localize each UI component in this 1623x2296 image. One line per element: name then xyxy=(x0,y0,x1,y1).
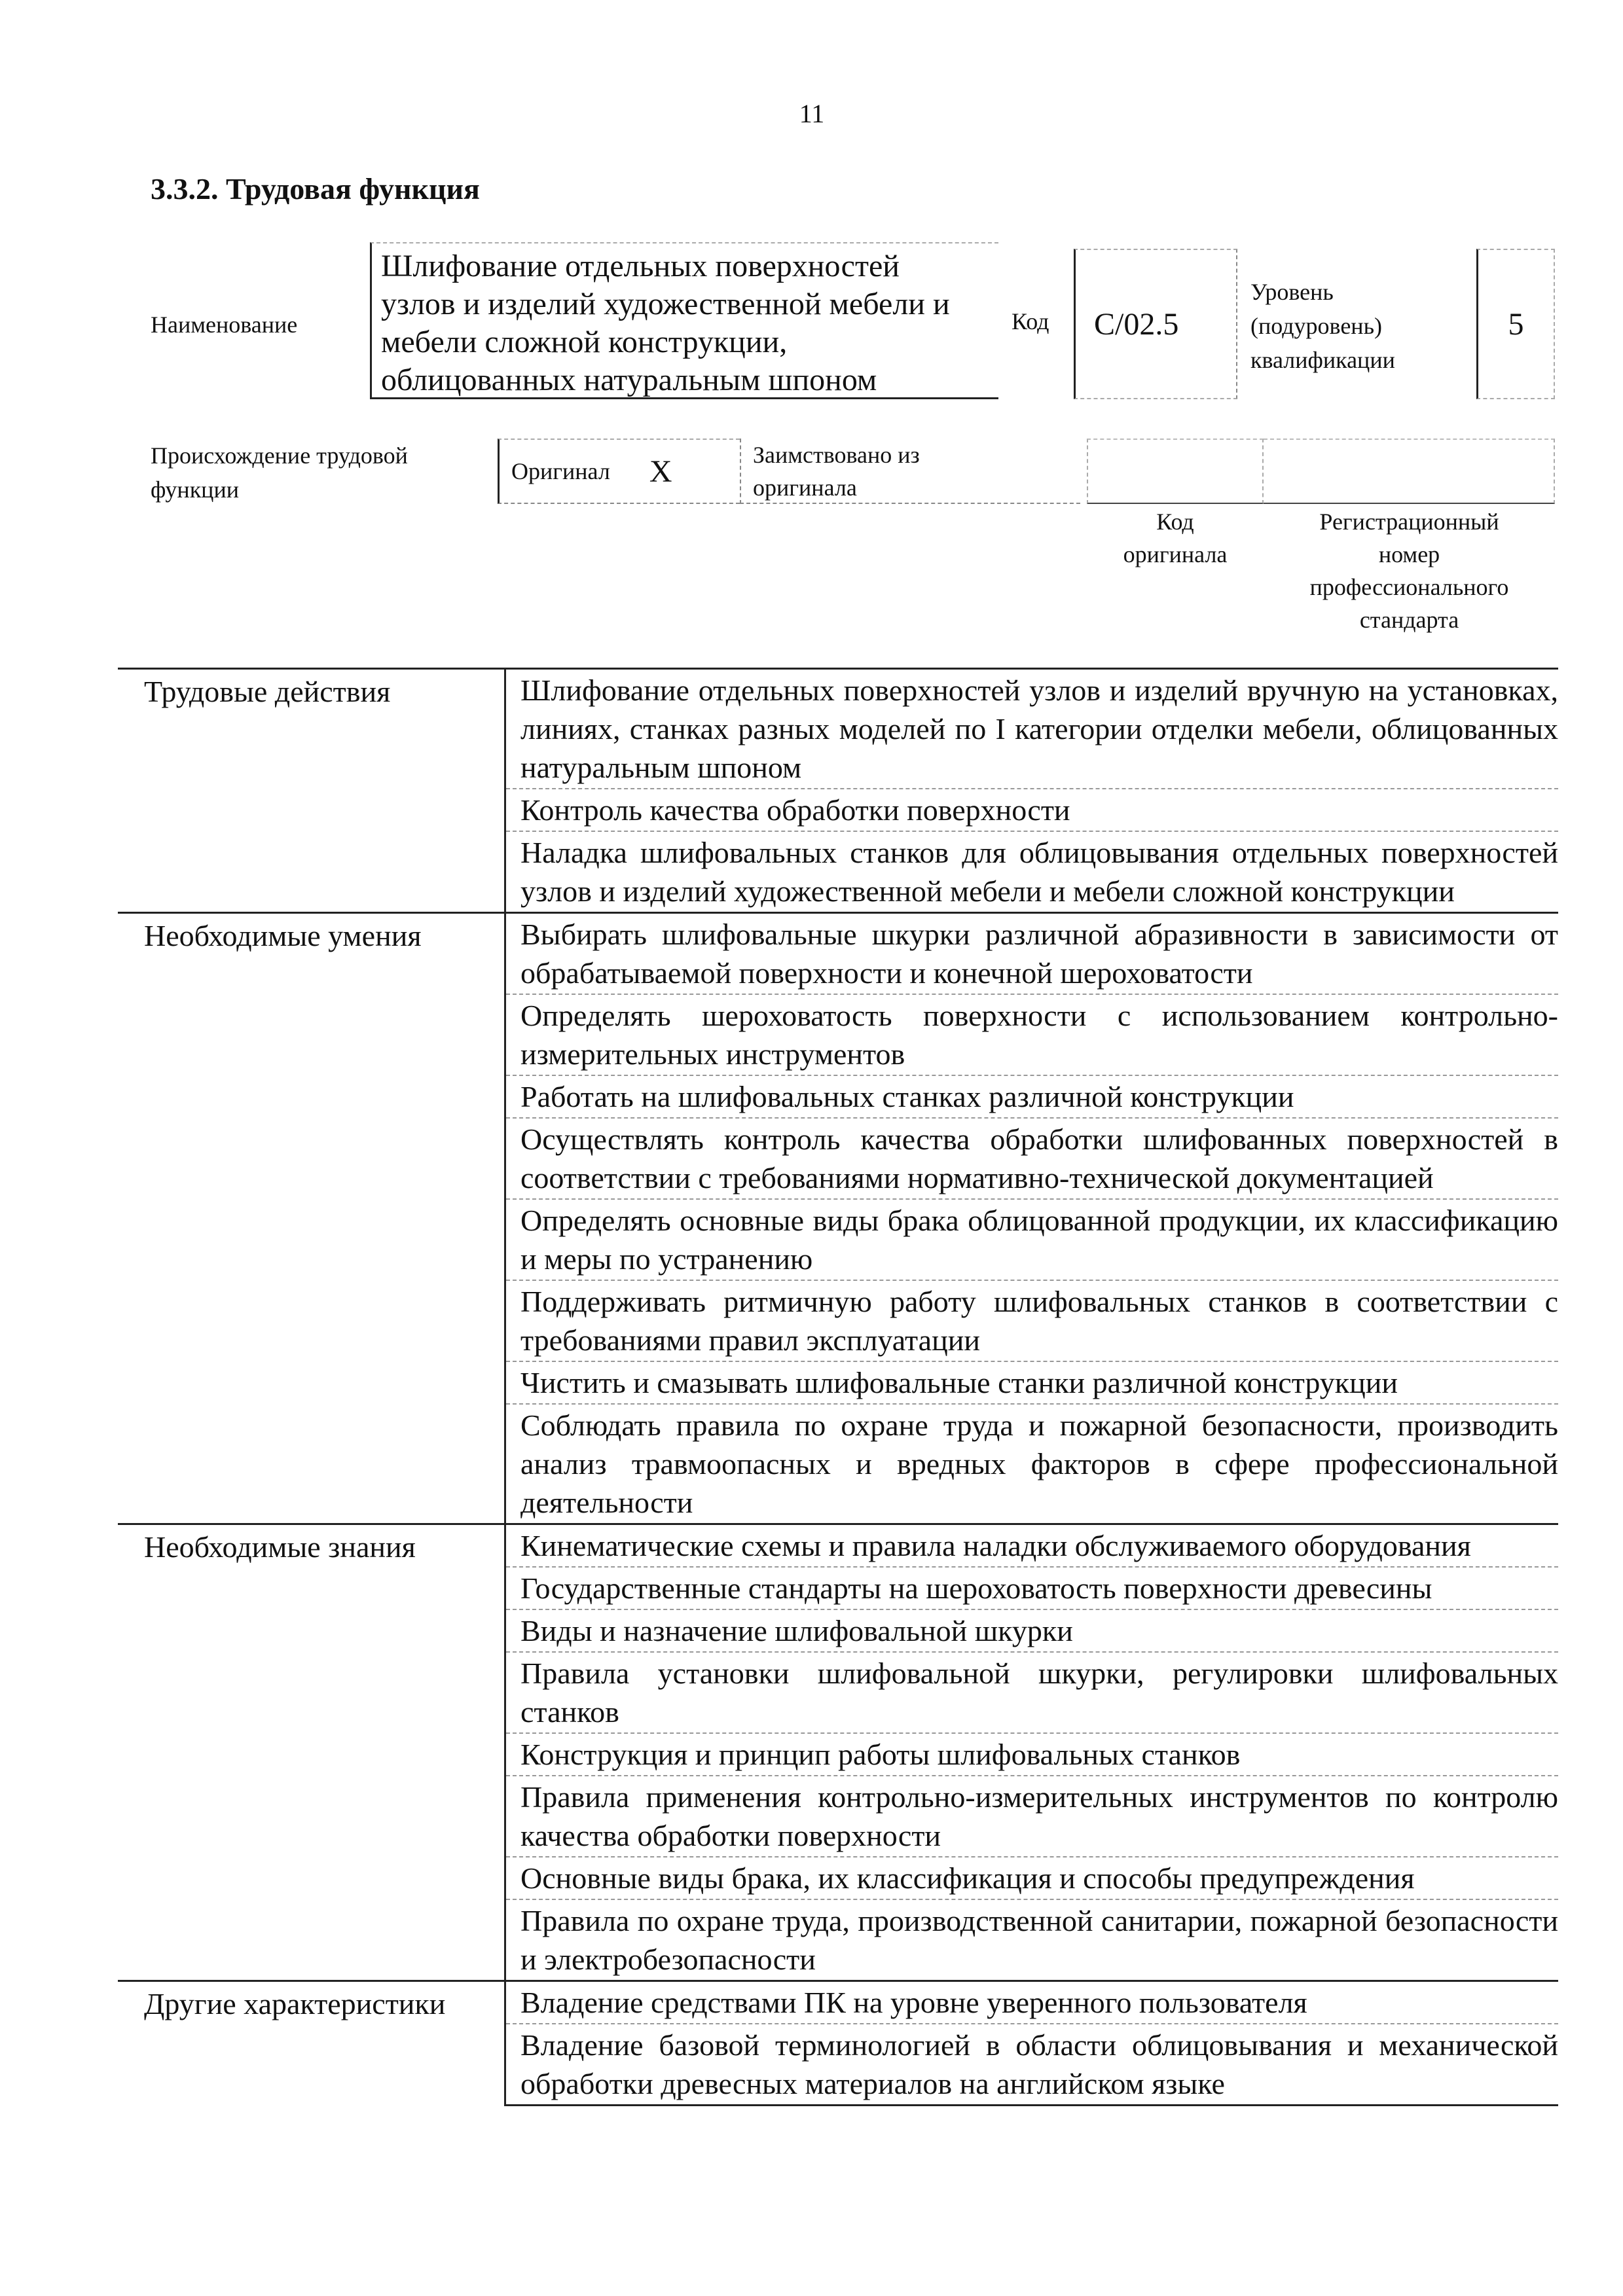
caption-line: стандарта xyxy=(1359,607,1459,633)
page-number: 11 xyxy=(799,99,825,128)
borrowed-label-line: оригинала xyxy=(753,475,857,501)
registration-number-cell xyxy=(1264,439,1555,504)
level-label-line: квалификации xyxy=(1250,347,1395,373)
origin-label xyxy=(151,439,408,507)
table-cell: Контроль качества обработки поверхности xyxy=(505,789,1559,831)
table-row xyxy=(118,1524,1558,1568)
table-cell: Владение базовой терминологией в области облицовывания и механической обработки древесных материалов на английском языке xyxy=(505,2024,1559,2106)
table-row xyxy=(118,913,1558,995)
original-label: Оригинал xyxy=(511,458,610,484)
borrowed-label-line: Заимствовано из xyxy=(753,442,920,468)
table-cell: Чистить и смазывать шлифовальные станки различной конструкции xyxy=(505,1361,1559,1404)
category-labor-actions: Трудовые действия xyxy=(118,669,505,913)
table-cell: Правила установки шлифовальной шкурки, регулировки шлифовальных станков xyxy=(505,1652,1559,1733)
category-required-skills: Необходимые умения xyxy=(118,913,505,1524)
kod-value: C/02.5 xyxy=(1074,249,1237,399)
table-cell: Работать на шлифовальных станках различной конструкции xyxy=(505,1075,1559,1118)
function-name-line: облицованных натуральным шпоном xyxy=(381,363,877,397)
code-original-cell xyxy=(1087,439,1264,504)
level-label-line: (подуровень) xyxy=(1250,313,1382,339)
table-cell: Владение средствами ПК на уровне уверенного пользователя xyxy=(505,1981,1559,2024)
table-cell: Определять шероховатость поверхности с использованием контрольно-измерительных инструментов xyxy=(505,994,1559,1075)
caption-line: профессионального xyxy=(1309,574,1509,600)
labor-function-table xyxy=(118,668,1558,2106)
origin-label-line: Происхождение трудовой xyxy=(151,442,408,469)
category-required-knowledge: Необходимые знания xyxy=(118,1524,505,1981)
table-cell: Виды и назначение шлифовальной шкурки xyxy=(505,1609,1559,1652)
table-cell: Определять основные виды брака облицованной продукции, их классификацию и меры по устранению xyxy=(505,1199,1559,1280)
function-name-box xyxy=(370,242,998,399)
code-original-caption xyxy=(1087,505,1264,571)
table-row xyxy=(118,669,1558,789)
level-label xyxy=(1250,275,1395,377)
original-mark: X xyxy=(649,454,672,489)
table-cell: Выбирать шлифовальные шкурки различной абразивности в зависимости от обрабатываемой поверхности и конечной шероховатости xyxy=(505,913,1559,995)
table-row xyxy=(118,1981,1558,2024)
table-cell: Правила применения контрольно-измерительных инструментов по контролю качества обработки поверхности xyxy=(505,1776,1559,1857)
level-value: 5 xyxy=(1476,249,1555,399)
caption-line: Регистрационный xyxy=(1319,509,1499,535)
level-label-line: Уровень xyxy=(1250,279,1334,305)
function-name-line: мебели сложной конструкции, xyxy=(381,325,788,359)
table-cell: Кинематические схемы и правила наладки обслуживаемого оборудования xyxy=(505,1524,1559,1568)
borrowed-cell xyxy=(740,439,1080,504)
naimenovanie-label: Наименование xyxy=(151,312,298,338)
table-cell: Осуществлять контроль качества обработки шлифованных поверхностей в соответствии с требованиями нормативно-технической документацией xyxy=(505,1118,1559,1199)
category-other-characteristics: Другие характеристики xyxy=(118,1981,505,2106)
table-cell: Шлифование отдельных поверхностей узлов и изделий вручную на установках, линиях, станках разных моделей по I категории отделки мебели, облицованных натуральным шпоном xyxy=(505,669,1559,789)
table-cell: Основные виды брака, их классификация и способы предупреждения xyxy=(505,1857,1559,1899)
function-name-line: Шлифование отдельных поверхностей xyxy=(381,249,900,283)
table-cell: Наладка шлифовальных станков для облицовывания отдельных поверхностей узлов и изделий художественной мебели и мебели сложной конструкции xyxy=(505,831,1559,913)
table-cell: Поддерживать ритмичную работу шлифовальных станков в соответствии с требованиями правил эксплуатации xyxy=(505,1280,1559,1361)
table-cell: Правила по охране труда, производственной санитарии, пожарной безопасности и электробезопасности xyxy=(505,1899,1559,1981)
function-name-line: узлов и изделий художественной мебели и xyxy=(381,287,950,321)
origin-label-line: функции xyxy=(151,476,239,503)
registration-number-caption xyxy=(1264,505,1555,636)
kod-label: Код xyxy=(1012,308,1049,334)
table-cell: Государственные стандарты на шероховатость поверхности древесины xyxy=(505,1567,1559,1609)
caption-line: номер xyxy=(1378,541,1440,567)
table-cell: Соблюдать правила по охране труда и пожарной безопасности, производить анализ травмоопасных и вредных факторов в сфере профессиональной деятельности xyxy=(505,1404,1559,1524)
table-cell: Конструкция и принцип работы шлифовальных станков xyxy=(505,1733,1559,1776)
caption-line: Код xyxy=(1156,509,1194,535)
section-title: 3.3.2. Трудовая функция xyxy=(151,172,480,206)
original-cell xyxy=(498,439,740,504)
caption-line: оригинала xyxy=(1123,541,1228,567)
